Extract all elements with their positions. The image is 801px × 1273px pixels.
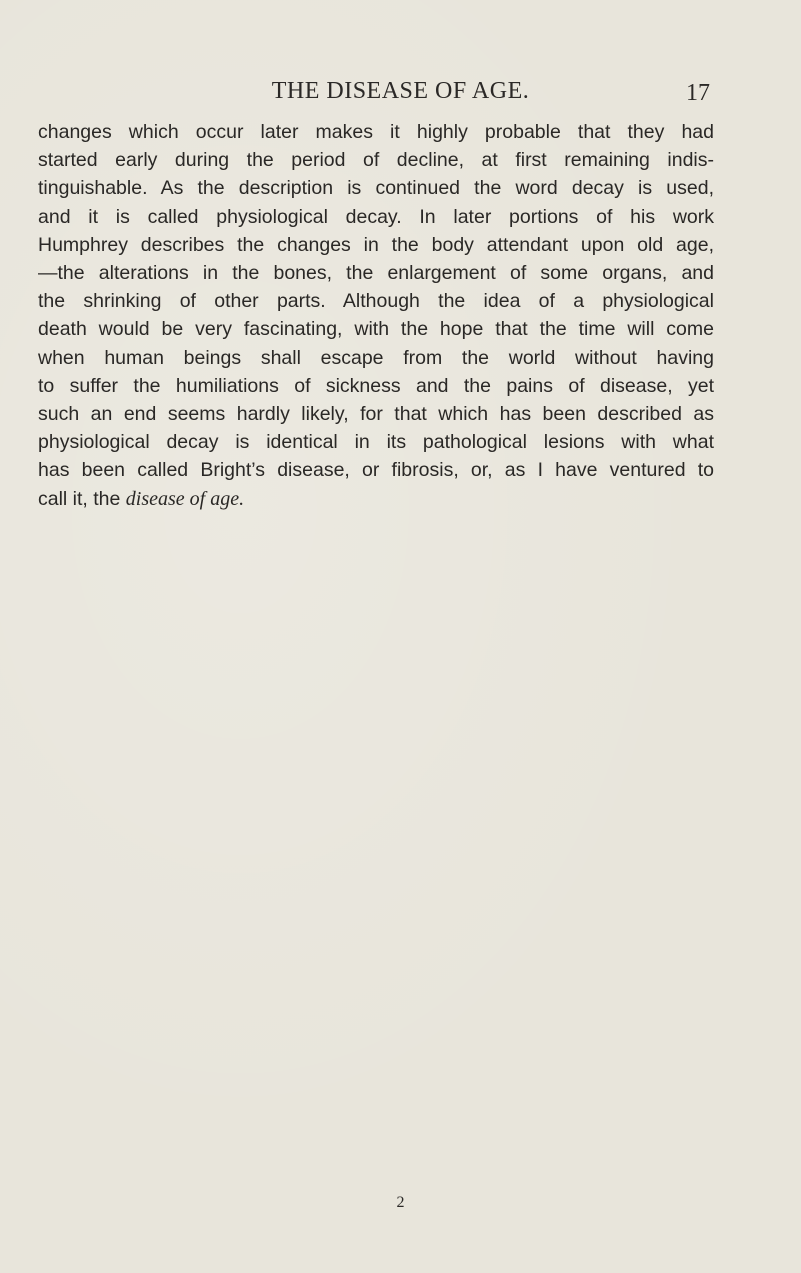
emphasized-phrase: disease of age. — [125, 487, 245, 510]
text-line: —the alterations in the bones, the enlargement of some organs, and — [38, 262, 714, 285]
text-line: death would be very fascinating, with the hope that the time will come — [38, 318, 714, 341]
text-line: when human beings shall escape from the world without having — [38, 346, 714, 369]
text-line: has been called Bright’s disease, or fibrosis, or, as I have ventured to — [38, 459, 714, 482]
page-number: 17 — [686, 80, 710, 106]
body-paragraph — [38, 118, 714, 513]
text-line: and it is called physiological decay. In later portions of his work — [38, 205, 714, 228]
text-line: physiological decay is identical in its pathological lesions with what — [38, 431, 714, 454]
text-line-last — [38, 485, 714, 513]
text-line: started early during the period of decline, at first remaining indis- — [38, 149, 714, 172]
text-line-last-prefix: call it, the — [38, 487, 126, 510]
text-line: changes which occur later makes it highly probable that they had — [38, 121, 714, 143]
text-line: to suffer the humiliations of sickness and the pains of disease, yet — [38, 374, 714, 397]
signature-mark: 2 — [396, 1194, 405, 1211]
running-head-title: THE DISEASE OF AGE. — [271, 78, 530, 104]
text-line: tinguishable. As the description is continued the word decay is used, — [38, 177, 714, 200]
text-line: Humphrey describes the changes in the body attendant upon old age, — [38, 233, 714, 256]
text-line: such an end seems hardly likely, for that which has been described as — [38, 403, 714, 426]
text-line: the shrinking of other parts. Although the idea of a physiological — [38, 290, 714, 313]
